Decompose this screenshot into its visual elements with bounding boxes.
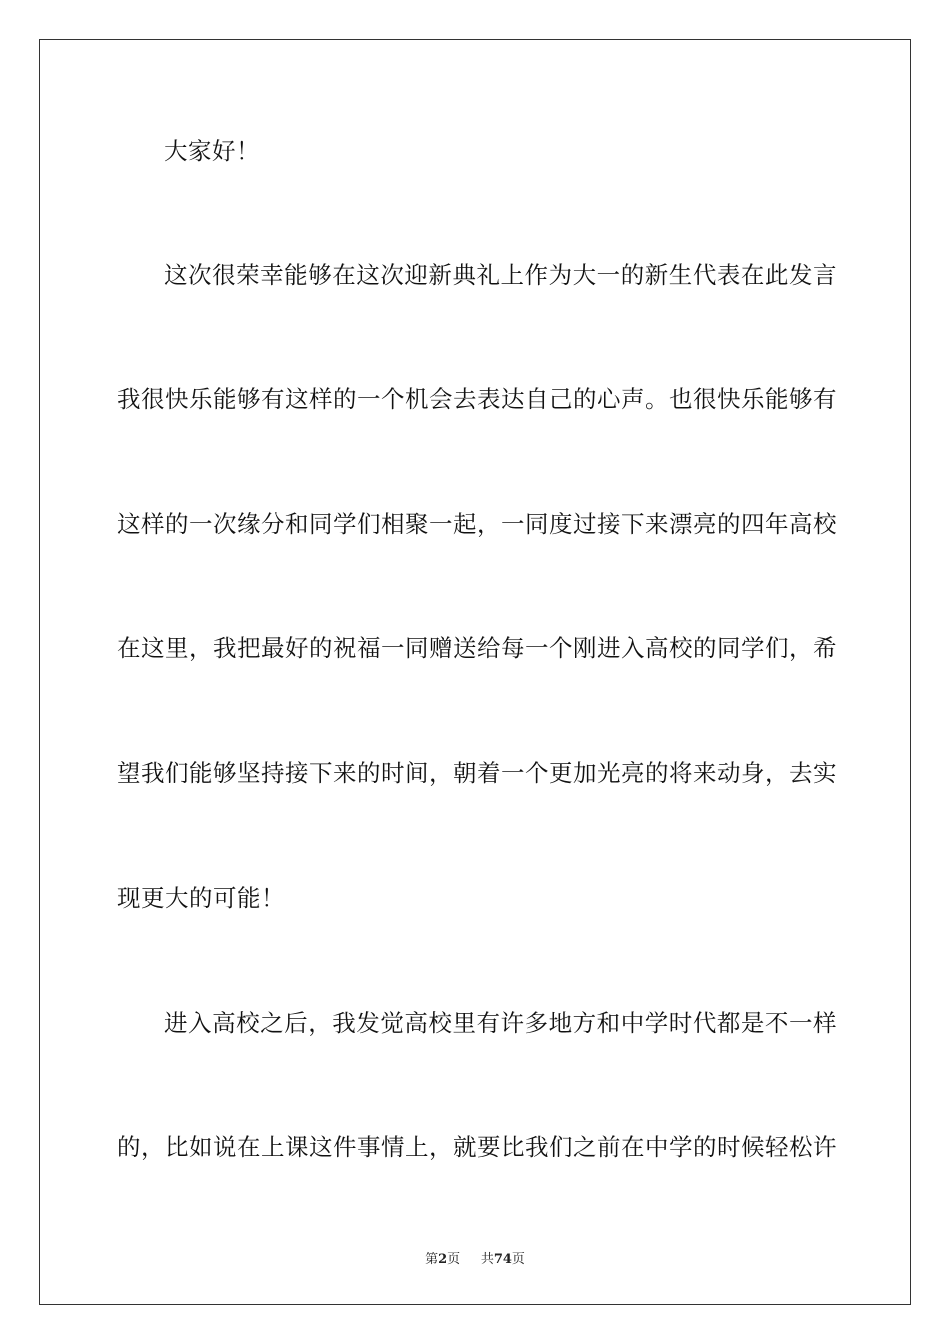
paragraph-line: 的，比如说在上课这件事情上，就要比我们之前在中学的时候轻松许: [117, 1133, 837, 1161]
paragraph-line: 现更大的可能！: [117, 884, 285, 912]
paragraph-line: 我很快乐能够有这样的一个机会去表达自己的心声。也很快乐能够有: [117, 385, 837, 413]
paragraph-line: 望我们能够坚持接下来的时间，朝着一个更加光亮的将来动身，去实: [117, 759, 837, 787]
paragraph-line: 进入高校之后，我发觉高校里有许多地方和中学时代都是不一样: [164, 1009, 837, 1037]
page-border: [39, 39, 911, 1305]
total-pages-label: 共74页: [480, 1252, 525, 1267]
paragraph-line: 这样的一次缘分和同学们相聚一起，一同度过接下来漂亮的四年高校: [117, 510, 837, 538]
paragraph-line: 在这里，我把最好的祝福一同赠送给每一个刚进入高校的同学们，希: [117, 634, 837, 662]
page-number-label: 第2页: [425, 1252, 461, 1267]
paragraph-line: 这次很荣幸能够在这次迎新典礼上作为大一的新生代表在此发言: [164, 261, 837, 289]
page-footer: [0, 1248, 950, 1267]
paragraph-line-greeting: 大家好！: [164, 137, 260, 165]
